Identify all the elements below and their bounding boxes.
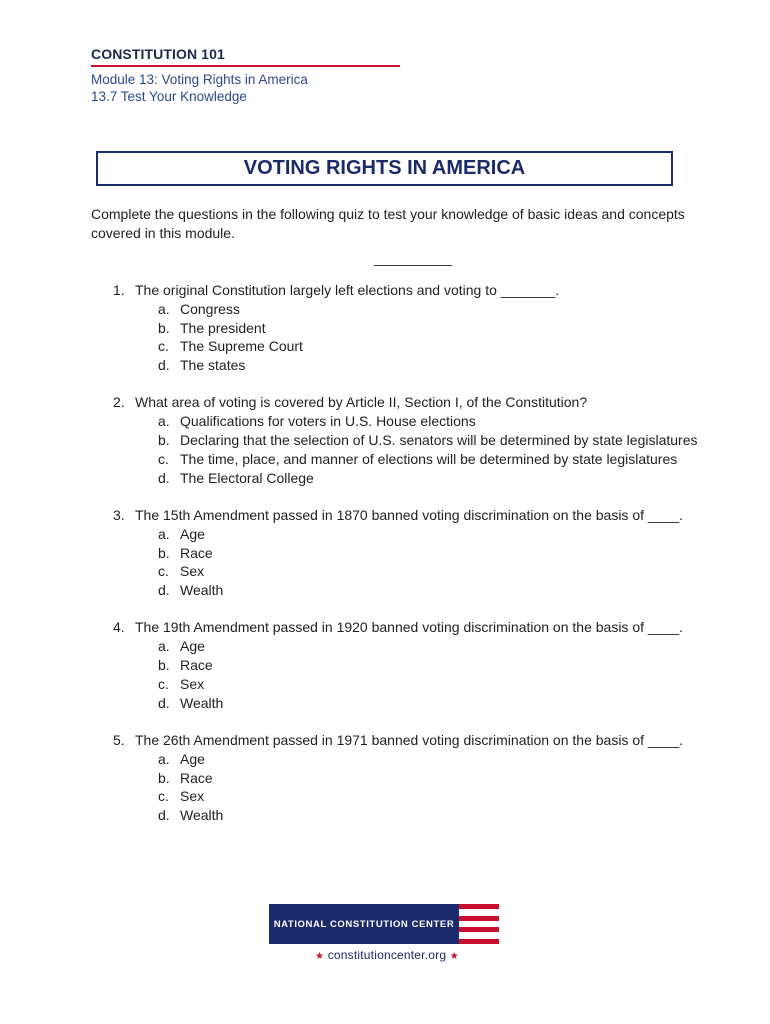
answer-option	[158, 675, 713, 694]
answer-option	[158, 750, 713, 769]
option-letter: b.	[158, 432, 170, 449]
question-text: The original Constitution largely left elections and voting to _______.	[135, 282, 560, 298]
question-list	[113, 281, 713, 843]
option-letter: b.	[158, 657, 170, 674]
option-text: The states	[180, 357, 246, 374]
ncc-logo	[269, 904, 499, 944]
answer-option	[158, 806, 713, 825]
option-letter: b.	[158, 544, 170, 561]
intro-text: Complete the questions in the following quiz to test your knowledge of basic ideas and concepts covered in this module.	[91, 206, 685, 241]
url-text: constitutioncenter.org	[327, 948, 447, 962]
option-letter: c.	[158, 450, 169, 467]
question-line	[113, 281, 713, 300]
divider-line: __________	[374, 250, 452, 266]
option-letter: a.	[158, 750, 170, 767]
option-text: Declaring that the selection of U.S. senators will be determined by state legislatures	[180, 432, 698, 449]
option-letter: c.	[158, 675, 169, 692]
module-title: Module 13: Voting Rights in America	[91, 72, 308, 87]
option-list	[158, 412, 713, 487]
answer-option	[158, 769, 713, 788]
option-letter: a.	[158, 300, 170, 317]
question-line	[113, 393, 713, 412]
logo-stripes	[459, 904, 499, 944]
option-text: Race	[180, 657, 213, 674]
question-item	[113, 393, 713, 487]
option-text: Race	[180, 544, 213, 561]
option-text: Wealth	[180, 582, 224, 599]
option-text: Age	[180, 750, 205, 767]
question-item	[113, 731, 713, 825]
option-text: Congress	[180, 300, 240, 317]
answer-option	[158, 412, 713, 431]
question-number: 5.	[113, 731, 125, 748]
option-text: Age	[180, 638, 205, 655]
answer-option	[158, 431, 713, 450]
option-text: Sex	[180, 788, 205, 805]
answer-option	[158, 300, 713, 319]
answer-option	[158, 656, 713, 675]
answer-option	[158, 450, 713, 469]
option-text: The time, place, and manner of elections will be determined by state legislatures	[180, 450, 678, 467]
answer-option	[158, 694, 713, 713]
question-text: The 19th Amendment passed in 1920 banned voting discrimination on the basis of ____.	[135, 619, 683, 636]
option-letter: d.	[158, 694, 170, 711]
question-text: The 26th Amendment passed in 1971 banned voting discrimination on the basis of ____.	[135, 731, 683, 748]
answer-option	[158, 637, 713, 656]
question-text: What area of voting is covered by Article II, Section I, of the Constitution?	[135, 394, 588, 411]
answer-option	[158, 469, 713, 488]
option-letter: a.	[158, 525, 170, 542]
option-list	[158, 750, 713, 825]
answer-option	[158, 562, 713, 581]
option-letter: d.	[158, 469, 170, 486]
option-text: The Supreme Court	[180, 338, 303, 355]
answer-option	[158, 544, 713, 563]
option-text: Wealth	[180, 694, 224, 711]
answer-option	[158, 319, 713, 338]
answer-option	[158, 787, 713, 806]
question-line	[113, 618, 713, 637]
option-letter: a.	[158, 638, 170, 655]
option-text: Sex	[180, 675, 205, 692]
document-header	[91, 46, 400, 105]
star-icon: ★	[315, 951, 325, 962]
option-text: The president	[180, 319, 266, 336]
question-item	[113, 281, 713, 375]
option-list	[158, 637, 713, 712]
option-letter: a.	[158, 413, 170, 430]
question-number: 3.	[113, 506, 125, 523]
page-title: VOTING RIGHTS IN AMERICA	[243, 157, 526, 179]
question-number: 2.	[113, 394, 125, 411]
question-number: 1.	[113, 282, 125, 298]
star-icon: ★	[449, 951, 459, 962]
option-list	[158, 300, 713, 375]
option-text: Wealth	[180, 807, 224, 824]
course-title: CONSTITUTION 101	[91, 46, 225, 62]
question-item	[113, 506, 713, 600]
option-letter: c.	[158, 563, 169, 580]
option-letter: d.	[158, 807, 170, 824]
answer-option	[158, 337, 713, 356]
option-letter: d.	[158, 582, 170, 599]
question-line	[113, 731, 713, 750]
option-text: Qualifications for voters in U.S. House elections	[180, 413, 476, 430]
option-text: Race	[180, 769, 213, 786]
header-rule	[91, 65, 400, 67]
question-text: The 15th Amendment passed in 1870 banned voting discrimination on the basis of ____.	[135, 506, 683, 523]
option-text: Age	[180, 525, 205, 542]
option-list	[158, 525, 713, 600]
option-letter: d.	[158, 357, 170, 374]
title-box	[96, 151, 673, 186]
section-title: 13.7 Test Your Knowledge	[91, 89, 247, 104]
footer-url	[315, 948, 459, 962]
question-line	[113, 506, 713, 525]
question-item	[113, 618, 713, 712]
option-letter: b.	[158, 769, 170, 786]
option-text: The Electoral College	[180, 469, 314, 486]
option-letter: c.	[158, 338, 169, 355]
answer-option	[158, 525, 713, 544]
question-number: 4.	[113, 619, 125, 636]
logo-text: NATIONAL CONSTITUTION CENTER	[269, 904, 459, 944]
option-letter: c.	[158, 788, 169, 805]
answer-option	[158, 581, 713, 600]
option-letter: b.	[158, 319, 170, 336]
option-text: Sex	[180, 563, 205, 580]
answer-option	[158, 356, 713, 375]
